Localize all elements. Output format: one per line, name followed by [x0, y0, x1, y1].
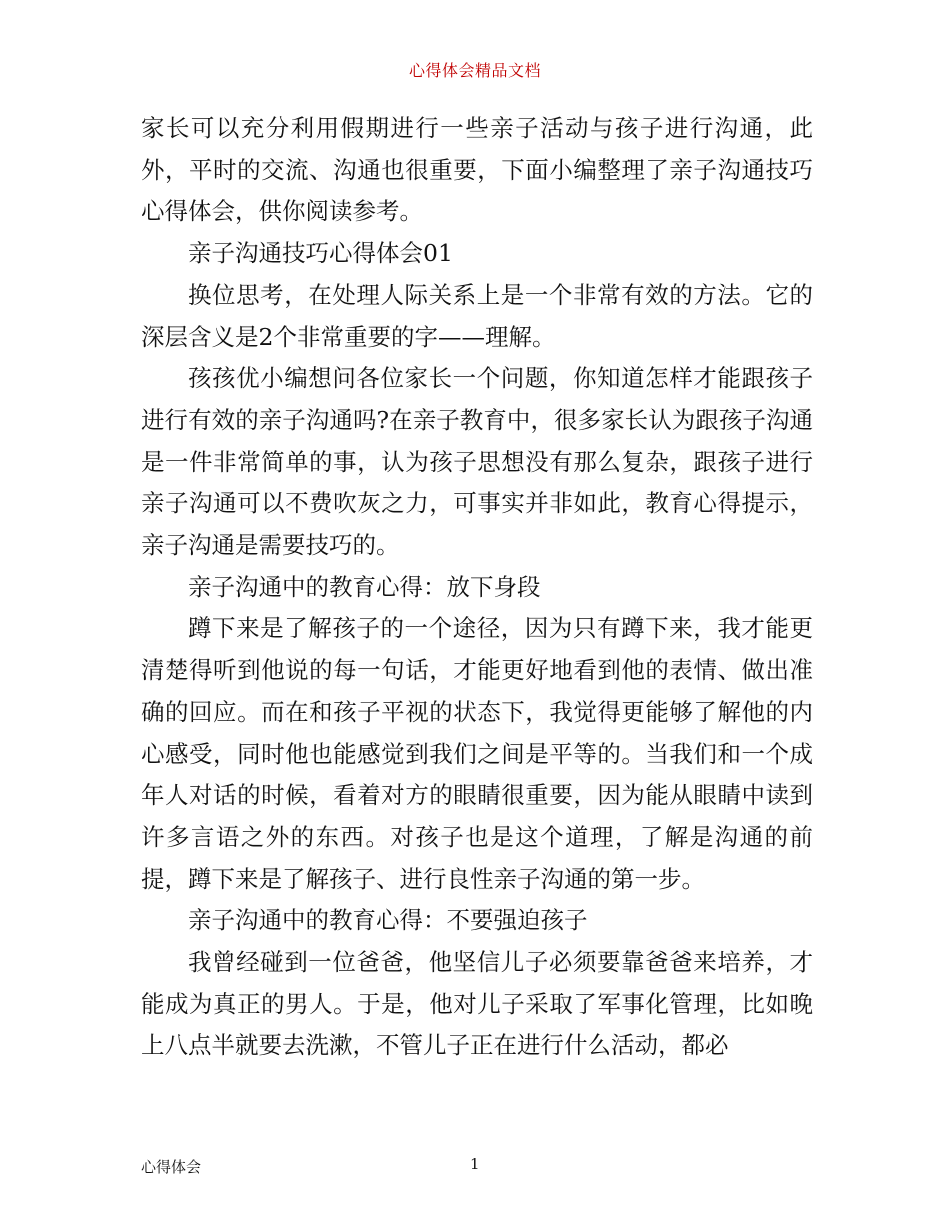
document-body	[141, 108, 813, 1067]
paragraph: 我曾经碰到一位爸爸，他坚信儿子必须要靠爸爸来培养，才能成为真正的男人。于是，他对儿子采取了军事化管理，比如晚上八点半就要去洗漱，不管儿子正在进行什么活动，都必	[141, 948, 813, 1060]
page-header-title: 心得体会精品文档	[408, 61, 541, 80]
page-number: 1	[470, 1155, 480, 1173]
paragraph: 蹲下来是了解孩子的一个途径，因为只有蹲下来，我才能更清楚得听到他说的每一句话，才能更好地看到他的表情、做出准确的回应。而在和孩子平视的状态下，我觉得更能够了解他的内心感受，同时他也能感觉到我们之间是平等的。当我们和一个成年人对话的时候，看着对方的眼睛很重要，因为能从眼睛中读到许多言语之外的东西。对孩子也是这个道理，了解是沟通的前提，蹲下来是了解孩子、进行良性亲子沟通的第一步。	[141, 614, 813, 893]
subheading-dont-force: 亲子沟通中的教育心得：不要强迫孩子	[188, 906, 588, 935]
paragraph: 换位思考，在处理人际关系上是一个非常有效的方法。它的深层含义是2个非常重要的字——理解。	[141, 280, 813, 351]
paragraph-intro: 家长可以充分利用假期进行一些亲子活动与孩子进行沟通，此外，平时的交流、沟通也很重要，下面小编整理了亲子沟通技巧心得体会，供你阅读参考。	[141, 114, 813, 226]
paragraph: 孩孩优小编想问各位家长一个问题，你知道怎样才能跟孩子进行有效的亲子沟通吗?在亲子教育中，很多家长认为跟孩子沟通是一件非常简单的事，认为孩子思想没有那么复杂，跟孩子进行亲子沟通可以不费吹灰之力，可事实并非如此，教育心得提示，亲子沟通是需要技巧的。	[141, 364, 813, 560]
section-heading-01: 亲子沟通技巧心得体会01	[188, 239, 453, 268]
page-footer-label: 心得体会	[141, 1158, 202, 1176]
subheading-lower-posture: 亲子沟通中的教育心得：放下身段	[188, 572, 541, 601]
